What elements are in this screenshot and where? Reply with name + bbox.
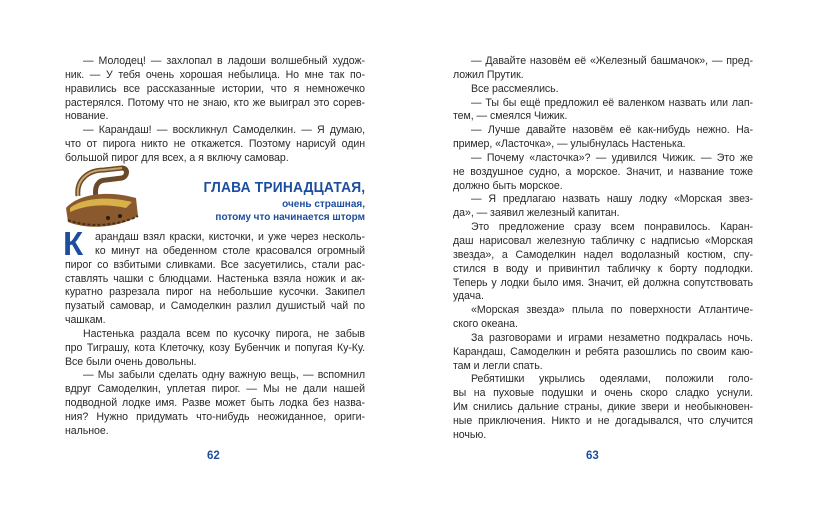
text-line: Карандаш, Самоделкин и ребята разошлись по своим каю-	[453, 345, 753, 358]
text-line: подводной лодке имя. Разве может быть лодка без назва-	[65, 397, 365, 410]
text-line: — Карандаш! — воскликнул Самоделкин. — Я думаю,	[83, 124, 365, 137]
chapter-subtitle: очень страшная,	[282, 199, 365, 210]
text-line: ко минут на обеденном столе красовался огромный	[95, 244, 365, 257]
text-line: про Тиграшу, кота Клеточку, козу Бубенчик и попугая Ку-Ку.	[65, 341, 365, 354]
text-line: — Я предлагаю назвать нашу лодку «Морская звез-	[471, 193, 753, 206]
page-number: 63	[586, 450, 599, 462]
text-line: пузатый самовар, и Самоделкин разлил душистый чай по	[65, 300, 365, 313]
text-line: растерялся. Потому что не знаю, кто же выиграл это сорев-	[65, 96, 365, 109]
left-page	[0, 0, 409, 511]
text-line: — Давайте назовём её «Железный башмачок», — пред-	[471, 55, 753, 67]
text-line: арандаш взял краски, кисточки, и уже через несколь-	[95, 231, 365, 243]
text-line: должно быть морское.	[453, 179, 563, 192]
text-line: ского океана.	[453, 318, 518, 331]
text-line: ник. — У тебя очень хорошая небылица. Но мне так по-	[65, 68, 365, 81]
text-line: не воздушное судно, а морское. Значит, и название тоже	[453, 165, 753, 178]
text-line: ные приключения. Никто и не догадывался, что случится	[453, 414, 753, 427]
text-line: пример, «Ласточка», — улыбнулась Настенька.	[453, 138, 686, 151]
text-line: — Ты бы ещё предложил её валенком назвать или лап-	[471, 96, 753, 109]
text-line: Настенька раздала всем по кусочку пирога, не забыв	[83, 327, 365, 340]
text-line: что от пирога никто не откажется. Поэтому нарисуй один	[65, 138, 365, 151]
text-line: — Почему «ласточка»? — удивился Чижик. — Это же	[471, 151, 753, 164]
text-line: стился в воду и привинтил табличку к борту подлодки.	[453, 262, 753, 275]
text-line: ставлять чашки с блюдцами. Настенька взяла ножик и ак-	[65, 272, 365, 285]
chapter-title: ГЛАВА ТРИНАДЦАТАЯ,	[203, 180, 365, 196]
text-line: да», — заявил железный капитан.	[453, 207, 620, 220]
drop-cap: К	[63, 225, 84, 262]
text-line: ния? Нужно придумать что-нибудь неожиданное, ориги-	[65, 410, 365, 423]
text-line: — Молодец! — захлопал в ладоши волшебный худож-	[83, 55, 365, 67]
right-page	[410, 0, 819, 511]
text-line: звезда», а Самоделкин надел водолазный костюм, спу-	[453, 248, 753, 261]
page-number: 62	[207, 450, 220, 462]
text-line: чашкам.	[65, 314, 106, 327]
text-line: нальное.	[65, 424, 109, 437]
text-line: — Лучше давайте назовём её как-нибудь нежно. На-	[471, 124, 753, 137]
text-block	[65, 55, 365, 166]
text-line: Теперь у лодки было имя. Значит, ей должна сопутствовать	[453, 276, 753, 289]
text-line: За разговорами и играми незаметно подкралась ночь.	[471, 331, 753, 344]
text-line: Ребятишки укрылись одеялами, положили голо-	[471, 373, 753, 386]
text-line: Все были очень довольны.	[65, 355, 197, 368]
text-line: нравились все рассказанные истории, что я немножечко	[65, 82, 365, 95]
text-line: ложил Прутик.	[453, 68, 524, 81]
text-line: куратно разрезала пирог на небольшие кусочки. Закипел	[65, 286, 365, 299]
text-line: Им снились дальние страны, дикие звери и необыкновен-	[453, 401, 753, 414]
text-line: тем, — смеялся Чижик.	[453, 110, 568, 123]
text-line: пирог со взбитыми сливками. Все засуетились, стали рас-	[65, 258, 365, 271]
text-block	[63, 225, 365, 439]
text-line: — Мы забыли сделать одну важную вещь, — вспомнил	[83, 369, 365, 382]
text-line: там и легли спать.	[453, 359, 543, 372]
text-line: вы на пуховые подушки и очень скоро сладко уснули.	[453, 387, 753, 400]
chapter-heading	[195, 180, 365, 224]
text-line: «Морская звезда» плыла по поверхности Атлантиче-	[471, 304, 753, 317]
text-line: ночью.	[453, 428, 487, 441]
chapter-subtitle: потому что начинается шторм	[215, 212, 365, 223]
text-line: даш нарисовал железную табличку с надписью «Морская	[453, 234, 753, 247]
text-line: удача.	[453, 290, 484, 303]
text-block	[453, 55, 753, 443]
text-line: вдруг Самоделкин, уплетая пирог. — Мы не дали нашей	[65, 383, 365, 396]
text-line: Все рассмеялись.	[471, 82, 559, 95]
text-line: Это предложение сразу всем понравилось. Каран-	[471, 221, 753, 234]
text-line: большой пирог для всех, а я включу самовар.	[65, 151, 289, 164]
text-line: нование.	[65, 110, 109, 123]
